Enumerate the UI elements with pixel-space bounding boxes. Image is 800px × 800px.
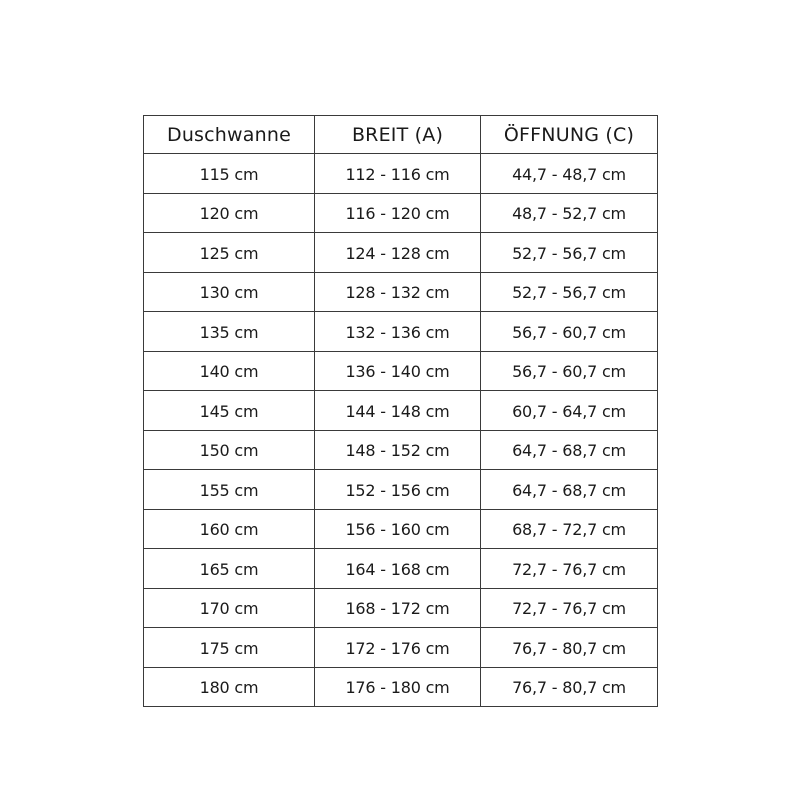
header-duschwanne: Duschwanne (144, 116, 315, 154)
cell-oeffnung: 44,7 - 48,7 cm (481, 154, 658, 194)
cell-duschwanne: 130 cm (144, 272, 315, 312)
table-row (144, 351, 658, 391)
cell-breit: 144 - 148 cm (315, 391, 481, 431)
cell-duschwanne: 180 cm (144, 667, 315, 707)
cell-breit: 172 - 176 cm (315, 628, 481, 668)
table-row (144, 391, 658, 431)
cell-duschwanne: 120 cm (144, 193, 315, 233)
size-table-container (143, 115, 657, 707)
table-row (144, 312, 658, 352)
header-oeffnung: ÖFFNUNG (C) (481, 116, 658, 154)
header-breit: BREIT (A) (315, 116, 481, 154)
table-row (144, 233, 658, 273)
table-row (144, 549, 658, 589)
cell-oeffnung: 56,7 - 60,7 cm (481, 351, 658, 391)
table-header (144, 116, 658, 154)
cell-oeffnung: 64,7 - 68,7 cm (481, 470, 658, 510)
cell-duschwanne: 150 cm (144, 430, 315, 470)
cell-breit: 136 - 140 cm (315, 351, 481, 391)
cell-oeffnung: 72,7 - 76,7 cm (481, 549, 658, 589)
cell-oeffnung: 60,7 - 64,7 cm (481, 391, 658, 431)
cell-oeffnung: 52,7 - 56,7 cm (481, 272, 658, 312)
table-row (144, 628, 658, 668)
cell-oeffnung: 64,7 - 68,7 cm (481, 430, 658, 470)
cell-breit: 156 - 160 cm (315, 509, 481, 549)
cell-breit: 132 - 136 cm (315, 312, 481, 352)
cell-breit: 164 - 168 cm (315, 549, 481, 589)
table-row (144, 588, 658, 628)
cell-oeffnung: 56,7 - 60,7 cm (481, 312, 658, 352)
cell-oeffnung: 68,7 - 72,7 cm (481, 509, 658, 549)
cell-duschwanne: 165 cm (144, 549, 315, 589)
cell-breit: 116 - 120 cm (315, 193, 481, 233)
cell-oeffnung: 48,7 - 52,7 cm (481, 193, 658, 233)
size-table (143, 115, 658, 707)
cell-breit: 176 - 180 cm (315, 667, 481, 707)
cell-breit: 152 - 156 cm (315, 470, 481, 510)
cell-oeffnung: 52,7 - 56,7 cm (481, 233, 658, 273)
cell-oeffnung: 72,7 - 76,7 cm (481, 588, 658, 628)
cell-oeffnung: 76,7 - 80,7 cm (481, 628, 658, 668)
cell-duschwanne: 160 cm (144, 509, 315, 549)
cell-breit: 112 - 116 cm (315, 154, 481, 194)
table-row (144, 509, 658, 549)
cell-duschwanne: 145 cm (144, 391, 315, 431)
cell-breit: 124 - 128 cm (315, 233, 481, 273)
header-row (144, 116, 658, 154)
table-row (144, 193, 658, 233)
table-row (144, 667, 658, 707)
cell-breit: 148 - 152 cm (315, 430, 481, 470)
cell-duschwanne: 115 cm (144, 154, 315, 194)
cell-breit: 128 - 132 cm (315, 272, 481, 312)
cell-duschwanne: 125 cm (144, 233, 315, 273)
cell-duschwanne: 170 cm (144, 588, 315, 628)
table-body (144, 154, 658, 707)
cell-duschwanne: 175 cm (144, 628, 315, 668)
cell-oeffnung: 76,7 - 80,7 cm (481, 667, 658, 707)
cell-duschwanne: 135 cm (144, 312, 315, 352)
table-row (144, 430, 658, 470)
table-row (144, 272, 658, 312)
table-row (144, 154, 658, 194)
cell-duschwanne: 155 cm (144, 470, 315, 510)
cell-duschwanne: 140 cm (144, 351, 315, 391)
table-row (144, 470, 658, 510)
cell-breit: 168 - 172 cm (315, 588, 481, 628)
